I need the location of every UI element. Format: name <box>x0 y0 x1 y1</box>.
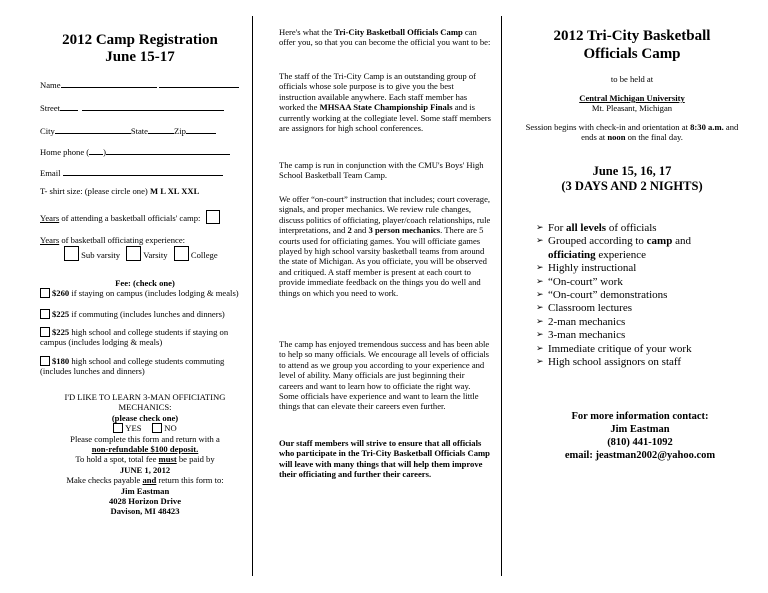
session-mid: and ends at <box>581 122 739 143</box>
instruction-prefix: We offer “on-court” instruction that includes; court coverage, signals, and proper mechanics. We review rule changes, discuss politics of officiating, player/coach relationships, rule interpretations, and <box>279 194 491 236</box>
session-info <box>522 122 742 143</box>
yes-no-row <box>40 423 250 433</box>
feature-item <box>536 316 766 329</box>
arrow-bullet-icon: ➢ <box>536 357 544 368</box>
intro-paragraph <box>279 27 491 48</box>
fee-1-checkbox[interactable] <box>40 288 50 298</box>
city-state-zip-field[interactable] <box>40 124 216 136</box>
learn-line-1: I'D LIKE TO LEARN 3-MAN OFFICIATING <box>64 392 226 402</box>
fee-4-text: high school and college students commuting (includes lunches and dinners) <box>40 356 225 377</box>
no-checkbox[interactable] <box>152 423 162 433</box>
intro-prefix: Here's what the <box>279 27 335 37</box>
intro-camp-name: Tri-City Basketball Officials Camp <box>334 27 463 37</box>
fee-1-amount: $260 <box>52 288 70 298</box>
checks-and: and <box>142 475 157 486</box>
checks-line <box>40 475 250 485</box>
registration-title-line1: 2012 Camp Registration <box>62 32 218 48</box>
hold-must: must <box>158 454 177 465</box>
home-phone-field[interactable] <box>40 145 230 157</box>
contact-block <box>512 410 768 462</box>
feature-text: experience <box>595 248 647 261</box>
intro-suffix: can offer you, so that you can become the official you want to be: <box>279 27 491 48</box>
fee-2-amount: $225 <box>52 309 70 319</box>
tshirt-label: T- shirt size: (please circle one) <box>40 186 150 196</box>
home-phone-label: Home phone ( <box>40 147 90 157</box>
college-box[interactable] <box>174 246 189 261</box>
feature-text: officiating <box>548 248 596 261</box>
arrow-bullet-icon: ➢ <box>536 223 544 233</box>
feature-text: Highly instructional <box>548 262 637 275</box>
varsity-label: Varsity <box>143 250 168 260</box>
arrow-bullet-icon: ➢ <box>536 303 544 314</box>
feature-item <box>536 356 766 369</box>
level-row <box>64 246 218 261</box>
hold-line <box>40 454 250 464</box>
address-name: Jim Eastman <box>120 485 170 496</box>
years-attending-box[interactable] <box>206 210 220 224</box>
feature-text: Immediate critique of your work <box>548 342 692 355</box>
feature-text: Grouped according to <box>548 235 647 248</box>
divider-left <box>252 16 253 576</box>
feature-item <box>536 262 766 275</box>
street-label: Street <box>40 103 61 113</box>
learn-line-2: MECHANICS: <box>118 402 172 413</box>
camp-dates <box>512 164 752 194</box>
fee-option-3[interactable] <box>40 327 246 348</box>
camp-info-column <box>512 0 768 593</box>
venue-city: Mt. Pleasant, Michigan <box>591 103 673 114</box>
registration-title-line2: June 15-17 <box>105 49 175 65</box>
contact-heading: For more information contact: <box>571 411 709 422</box>
description-column <box>263 0 501 593</box>
arrow-bullet-icon: ➢ <box>536 330 544 341</box>
feature-text: 3-man mechanics <box>548 329 626 342</box>
feature-item <box>536 302 766 315</box>
college-label: College <box>190 250 218 260</box>
feature-item <box>536 289 766 302</box>
feature-text: 2-man mechanics <box>548 315 626 328</box>
years-officiating-text: of basketball officiating experience: <box>59 235 186 245</box>
address-city: Davison, MI 48423 <box>110 506 180 517</box>
arrow-bullet-icon: ➢ <box>536 236 544 247</box>
complete-line: Please complete this form and return with a <box>70 433 220 444</box>
fee-4-checkbox[interactable] <box>40 356 50 366</box>
yes-checkbox[interactable] <box>113 423 123 433</box>
instruction-two: 2 <box>347 225 352 236</box>
email-label: Email <box>40 168 61 178</box>
arrow-bullet-icon: ➢ <box>536 276 544 287</box>
email-field[interactable] <box>40 166 223 178</box>
session-noon: noon <box>607 132 626 143</box>
name-field[interactable] <box>40 78 239 90</box>
no-label: NO <box>164 423 177 434</box>
checks-suffix: return this form to: <box>156 475 224 486</box>
camp-title-line1: 2012 Tri-City Basketball <box>553 28 711 44</box>
feature-item <box>536 222 766 235</box>
feature-text: all levels <box>566 222 607 234</box>
learn-check-one: (please check one) <box>111 412 179 423</box>
feature-text: “On-court” work <box>548 275 623 288</box>
checks-prefix: Make checks payable <box>66 475 143 486</box>
due-date: JUNE 1, 2012 <box>119 464 171 475</box>
fee-1-text: if staying on campus (includes lodging & meals) <box>69 288 239 298</box>
held-at: to be held at <box>610 74 654 84</box>
contact-phone: (810) 441-1092 <box>607 437 673 448</box>
feature-item <box>536 249 766 262</box>
staff-suffix: and is currently working at the collegiate level. Some staff members are assignors for high school conferences. <box>279 102 491 134</box>
feature-item <box>536 276 766 289</box>
feature-text: of officials <box>606 222 657 234</box>
feature-text: and <box>672 235 691 248</box>
registration-column <box>0 0 252 593</box>
fee-3-checkbox[interactable] <box>40 327 50 337</box>
arrow-bullet-icon: ➢ <box>536 316 544 327</box>
feature-text: For <box>548 222 567 234</box>
contact-email: email: jeastman2002@yahoo.com <box>564 450 716 461</box>
yes-label: YES <box>125 423 142 434</box>
years-attending-label: Years <box>40 213 60 223</box>
divider-right <box>501 16 502 576</box>
hold-prefix: To hold a spot, total fee <box>75 454 159 465</box>
home-phone-paren: ) <box>103 147 107 157</box>
zip-label: Zip <box>174 126 186 136</box>
fee-4-amount: $180 <box>52 356 70 366</box>
camp-title <box>512 27 752 63</box>
contact-name: Jim Eastman <box>610 424 670 435</box>
name-label: Name <box>40 80 61 90</box>
feature-text: High school assignors on staff <box>548 356 682 369</box>
feature-item <box>536 235 766 248</box>
registration-title <box>40 32 240 66</box>
state-label: State <box>130 126 148 136</box>
feature-text: Classroom lectures <box>548 302 633 315</box>
session-prefix: Session begins with check-in and orientation at <box>525 122 691 132</box>
venue-name: Central Michigan University <box>579 93 685 103</box>
years-attending-text: of attending a basketball officials' camp: <box>59 213 201 223</box>
address-street: 4028 Horizon Drive <box>108 496 182 507</box>
venue-block <box>512 93 752 114</box>
session-suffix: on the final day. <box>625 132 683 143</box>
feature-item <box>536 329 766 342</box>
features-list <box>536 222 766 369</box>
sub-varsity-box[interactable] <box>64 246 79 261</box>
fee-3-text: high school and college students if staying on campus (includes lodging & meals) <box>40 327 229 348</box>
staff-strive-paragraph: Our staff members will strive to ensure that all officials who participate in the Tri-City Basketball Officials Camp will leave with many things that will help them improve their officiating and further their careers. <box>279 438 490 480</box>
staff-prefix: The staff of the Tri-City Camp is an outstanding group of officials whose sole purpose is to give you the best instruction available anywhere. Each staff member has worked the <box>279 71 477 113</box>
session-time: 8:30 a.m. <box>690 122 724 132</box>
fee-heading: Fee: (check one) <box>115 278 175 288</box>
instruction-three-person: 3 person mechanics <box>368 225 441 236</box>
varsity-box[interactable] <box>126 246 141 261</box>
camp-dates-line1: June 15, 16, 17 <box>592 164 672 178</box>
success-paragraph: The camp has enjoyed tremendous success and has been able to help so many officials. We encourage all levels of officials to attend as we group you according to your experience and level of ability. Many officials are just beginning their careers and want to learn how to officiate the right way. Some officials have experience and want to learn the little things that can elevate their careers even further. <box>279 339 490 412</box>
fee-option-1[interactable] <box>40 288 252 298</box>
feature-text: camp <box>646 235 673 248</box>
years-officiating-line <box>40 235 185 245</box>
feature-item <box>536 343 766 356</box>
hold-suffix: be paid by <box>176 454 215 465</box>
conjunction-paragraph: The camp is run in conjunction with the CMU's Boys' High School Basketball Team Camp. <box>279 160 484 181</box>
street-field[interactable] <box>40 101 224 113</box>
tshirt-sizes[interactable]: M L XL XXL <box>149 186 200 196</box>
arrow-bullet-icon: ➢ <box>536 263 544 274</box>
fee-2-checkbox[interactable] <box>40 309 50 319</box>
fee-option-2[interactable] <box>40 309 252 319</box>
instruction-paragraph <box>279 194 491 298</box>
instruction-and: and <box>351 225 369 236</box>
staff-paragraph <box>279 71 491 133</box>
fee-2-text: if commuting (includes lunches and dinners) <box>69 309 225 319</box>
camp-dates-line2: (3 DAYS AND 2 NIGHTS) <box>561 179 703 193</box>
feature-text: “On-court” demonstrations <box>548 289 668 302</box>
years-attending-line <box>40 210 220 224</box>
tshirt-size-line <box>40 186 199 196</box>
arrow-bullet-icon: ➢ <box>536 290 544 301</box>
staff-finals: MHSAA State Championship Finals <box>319 102 453 113</box>
camp-title-line2: Officials Camp <box>583 46 681 62</box>
arrow-bullet-icon: ➢ <box>536 343 544 354</box>
deposit-line: non-refundable $100 deposit. <box>91 444 199 455</box>
city-label: City <box>40 126 55 136</box>
sub-varsity-label: Sub varsity <box>81 250 121 260</box>
years-officiating-label: Years <box>40 235 60 245</box>
fee-option-4[interactable] <box>40 356 246 377</box>
learn-block <box>40 392 250 517</box>
instruction-suffix: . There are 5 courts used for officiating games. You will officiate games played by high school varsity basketball teams from around the state of Michigan. As you officiate, you will be observed and critiqued. A staff member is present at each court to provide immediate feedback on the things you do well and things on which you need to work. <box>279 225 487 298</box>
fee-3-amount: $225 <box>52 327 70 337</box>
